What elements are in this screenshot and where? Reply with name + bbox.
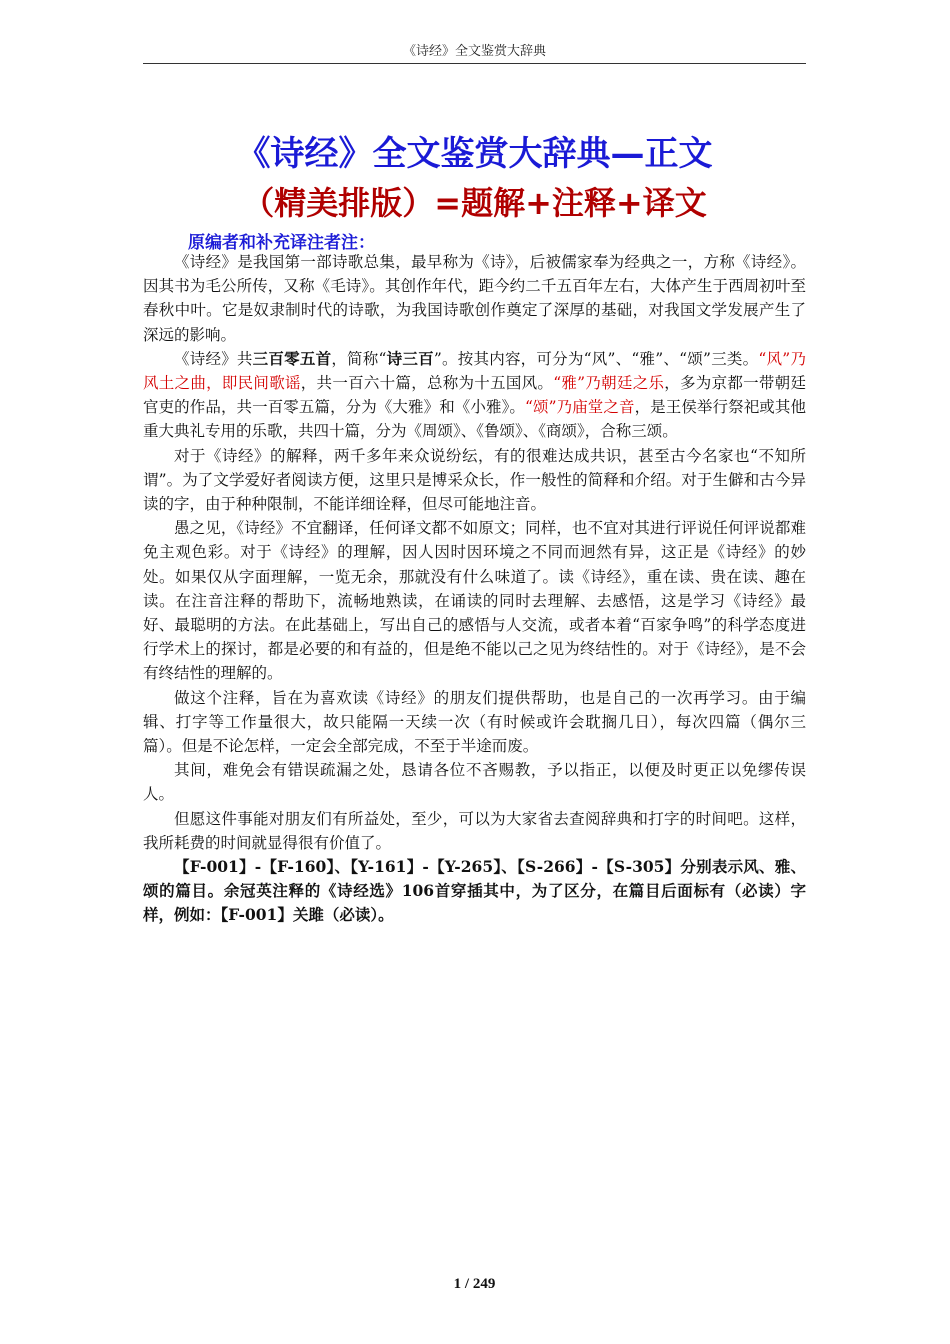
paragraph-intro: 《诗经》是我国第一部诗歌总集，最早称为《诗》，后被儒家奉为经典之一，方称《诗经》。因其书为毛公所传，又称《毛诗》。其创作年代，距今约二千五百年左右，大体产生于西周初叶至春秋中叶。它是奴隶制时代的诗歌，为我国诗歌创作奠定了深厚的基础，对我国文学发展产生了深远的影响。 — [143, 253, 806, 344]
text-run: ，共一百六十篇，总称为十五国风。 — [300, 374, 554, 393]
note-heading: 原编者和补充译注者注： — [188, 233, 375, 253]
text-run: ，简称“ — [331, 349, 387, 368]
paragraph-hope: 但愿这件事能对朋友们有所益处，至少，可以为大家省去查阅辞典和打字的时间吧。这样，我所耗费的时间就显得很有价值了。 — [143, 809, 806, 852]
page-separator: / — [461, 1276, 473, 1292]
document-title: 《诗经》全文鉴赏大辞典—正文 — [236, 134, 713, 174]
paragraph-index-note: 【F-001】-【F-160】、【Y-161】-【Y-265】、【S-266】-【S-305】分别表示风、雅、颂的篇目。余冠英注释的《诗经选》106首穿插其中，为了区分，在篇目后面标有（必读）字样，例如：【F-001】关雎（必读）。 — [143, 857, 806, 925]
text-run: 《诗经》共 — [174, 349, 253, 368]
text-run-bold: 三百零五首 — [252, 348, 332, 368]
page-total: 249 — [472, 1276, 496, 1292]
text-run-red: “雅”乃朝廷之乐 — [553, 374, 665, 393]
text-run: ”。按其内容，可分为“风”、“雅”、“颂”三类。 — [433, 349, 759, 368]
text-run-bold: 诗三百 — [386, 348, 434, 368]
document-subtitle: （精美排版）=题解+注释+译文 — [242, 184, 707, 222]
text-run-red: “风”乃风土之曲，即民间歌谣 — [143, 349, 806, 393]
page-current: 1 — [453, 1276, 462, 1292]
paragraph-purpose: 做这个注释，旨在为喜欢读《诗经》的朋友们提供帮助，也是自己的一次再学习。由于编辑、打字等工作量很大，故只能隔一天续一次（有时候或许会耽搁几日），每次四篇（偶尔三篇）。但是不论怎样，一定会全部完成，不至于半途而废。 — [143, 688, 806, 756]
body-text — [143, 250, 806, 928]
paragraph-apology: 其间，难免会有错误疏漏之处，恳请各位不吝赐教，予以指正，以便及时更正以免缪传误人。 — [143, 761, 806, 804]
page-number — [143, 1276, 806, 1293]
paragraph-categories — [143, 347, 806, 444]
paragraph-interpretation: 对于《诗经》的解释，两千多年来众说纷纭，有的很难达成共识，甚至古今名家也“不知所谓”。为了文学爱好者阅读方便，这里只是博采众长，作一般性的简释和介绍。对于生僻和古今异读的字，由于种种限制，不能详细诠释，但尽可能地注音。 — [143, 446, 806, 514]
text-run: ，是王侯举行祭祀或其他重大典礼专用的乐歌，共四十篇，分为《周颂》、《鲁颂》、《商颂》，合称三颂。 — [143, 398, 806, 441]
header-rule — [143, 63, 806, 64]
text-run-red: “颂”乃庙堂之音 — [525, 398, 635, 417]
paragraph-opinion: 愚之见，《诗经》不宜翻译，任何译文都不如原文；同样，也不宜对其进行评说任何评说都难免主观色彩。对于《诗经》的理解，因人因时因环境之不同而迥然有异，这正是《诗经》的妙处。如果仅从字面理解，一览无余，那就没有什么味道了。读《诗经》，重在读、贵在读、趣在读。在注音注释的帮助下，流畅地熟读，在诵读的同时去理解、去感悟，这是学习《诗经》最好、最聪明的方法。在此基础上，写出自己的感悟与人交流，或者本着“百家争鸣”的科学态度进行学术上的探讨，都是必要的和有益的，但是绝不能以己之见为终结性的。对于《诗经》，是不会有终结性的理解的。 — [143, 519, 806, 683]
text-run: ，多为京都一带朝廷官吏的作品，共一百零五篇，分为《大雅》和《小雅》。 — [143, 374, 806, 417]
page-header: 《诗经》全文鉴赏大辞典 — [402, 44, 546, 59]
